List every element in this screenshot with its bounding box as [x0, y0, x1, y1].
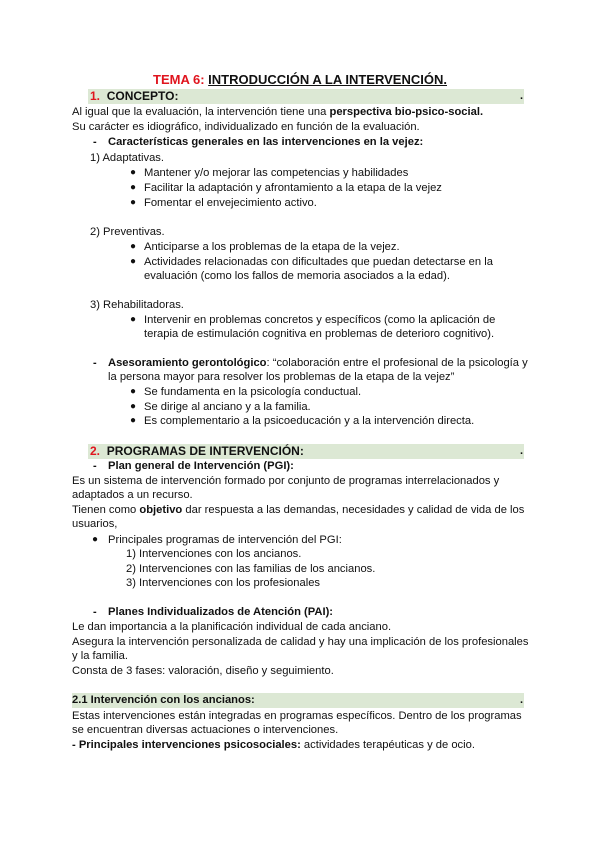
preventivas-label: 2) Preventivas. [90, 226, 165, 238]
ases-item-2: Se dirige al anciano y a la familia. [144, 401, 311, 413]
bullet-dot: ● [130, 314, 137, 325]
pgi-line-1: Es un sistema de intervención formado por conjunto de programas interrelacionados y [72, 475, 500, 487]
pgi-line-2: adaptados a un recurso. [72, 489, 193, 501]
ases-item-1: Se fundamenta en la psicología conductual. [144, 386, 362, 398]
section-2-number: 2. [90, 444, 101, 458]
section-2-1-heading: 2.1 Intervención con los ancianos: [72, 694, 255, 706]
band-end-mark: . [520, 445, 524, 457]
s1-paragraph-2: Su carácter es idiográfico, individualizado en función de la evaluación. [72, 121, 420, 133]
band-end-mark: . [520, 694, 524, 706]
pgi-list-item-3: 3) Intervenciones con los profesionales [126, 577, 321, 589]
s21-line-1: Estas intervenciones están integradas en programas específicos. Dentro de los programas [72, 710, 522, 722]
adapt-item-1: Mantener y/o mejorar las competencias y habilidades [144, 167, 409, 179]
dash-bullet: - [93, 460, 97, 472]
bullet-dot: ● [92, 534, 99, 545]
bullet-dot: ● [130, 241, 137, 252]
page-title [0, 72, 600, 87]
bullet-dot: ● [130, 386, 137, 397]
s21-line-2: se encuentran diversas actuaciones o intervenciones. [72, 724, 339, 736]
section-1-heading [90, 89, 178, 103]
bullet-dot: ● [130, 401, 137, 412]
prev-item-2-line-2: evaluación (como los fallos de memoria asociados a la edad). [144, 270, 450, 282]
s21-l3-rest: actividades terapéuticas y de ocio. [300, 739, 475, 751]
pai-line-2: Asegura la intervención personalizada de calidad y hay una implicación de los profesionales [72, 636, 529, 648]
rehab-item-line-1: Intervenir en problemas concretos y específicos (como la aplicación de [144, 314, 496, 326]
asesoramiento-line-2: la persona mayor para resolver los problemas de la etapa de la vejez” [108, 371, 455, 383]
objetivo-rest: dar respuesta a las demandas, necesidades y calidad de vida de los [182, 504, 525, 516]
adapt-item-2: Facilitar la adaptación y afrontamiento a la etapa de la vejez [144, 182, 442, 194]
section-2-title: PROGRAMAS DE INTERVENCIÓN: [106, 444, 304, 458]
band-end-mark: . [520, 90, 524, 102]
bullet-dot: ● [130, 167, 137, 178]
rehab-item-line-2: terapia de estimulación cognitiva en problemas de deterioro cognitivo). [144, 328, 495, 340]
objetivo-pre: Tienen como [72, 504, 140, 516]
prev-item-1: Anticiparse a los problemas de la etapa de la vejez. [144, 241, 400, 253]
bullet-dot: ● [130, 197, 137, 208]
pgi-list-item-1: 1) Intervenciones con los ancianos. [126, 548, 302, 560]
objetivo-bold: objetivo [139, 504, 183, 516]
rehabilitadoras-label: 3) Rehabilitadoras. [90, 299, 184, 311]
s1-p1-text: Al igual que la evaluación, la intervención tiene una [72, 106, 330, 118]
pai-heading: Planes Individualizados de Atención (PAI): [108, 606, 334, 618]
ases-item-3: Es complementario a la psicoeducación y a la intervención directa. [144, 415, 475, 427]
pai-line-3: y la familia. [72, 650, 128, 662]
pai-line-4: Consta de 3 fases: valoración, diseño y seguimiento. [72, 665, 334, 677]
caract-heading: Características generales en las intervenciones en la vejez: [108, 136, 424, 148]
adaptativas-label: 1) Adaptativas. [90, 152, 165, 164]
dash-bullet: - [93, 357, 97, 369]
objetivo-line-2: usuarios, [72, 518, 118, 530]
dash-bullet: - [93, 136, 97, 148]
s1-p1-bold: perspectiva bio-psico-social. [329, 106, 484, 118]
s21-l3-bold: - Principales intervenciones psicosociales: [72, 739, 301, 751]
section-2-heading [90, 444, 304, 458]
asesoramiento-line-1 [108, 356, 528, 370]
pgi-heading: Plan general de Intervención (PGI): [108, 460, 294, 472]
objetivo-line-1 [72, 503, 524, 517]
section-1-number: 1. [90, 89, 101, 103]
adapt-item-3: Fomentar el envejecimiento activo. [144, 197, 317, 209]
asesoramiento-text: : “colaboración entre el profesional de la psicología y [266, 357, 528, 369]
bullet-dot: ● [130, 256, 137, 267]
pgi-list-item-2: 2) Intervenciones con las familias de los ancianos. [126, 563, 376, 575]
title-prefix: TEMA 6: [153, 72, 205, 87]
prev-item-2-line-1: Actividades relacionadas con dificultades que puedan detectarse en la [144, 256, 493, 268]
s21-line-3 [72, 738, 475, 752]
pgi-main-programs: Principales programas de intervención del PGI: [108, 534, 342, 546]
dash-bullet: - [93, 606, 97, 618]
bullet-dot: ● [130, 182, 137, 193]
s1-paragraph-1 [72, 105, 483, 119]
asesoramiento-title: Asesoramiento gerontológico [108, 357, 267, 369]
title-main: INTRODUCCIÓN A LA INTERVENCIÓN. [208, 72, 447, 87]
bullet-dot: ● [130, 415, 137, 426]
section-1-title: CONCEPTO: [106, 89, 179, 103]
pai-line-1: Le dan importancia a la planificación individual de cada anciano. [72, 621, 392, 633]
